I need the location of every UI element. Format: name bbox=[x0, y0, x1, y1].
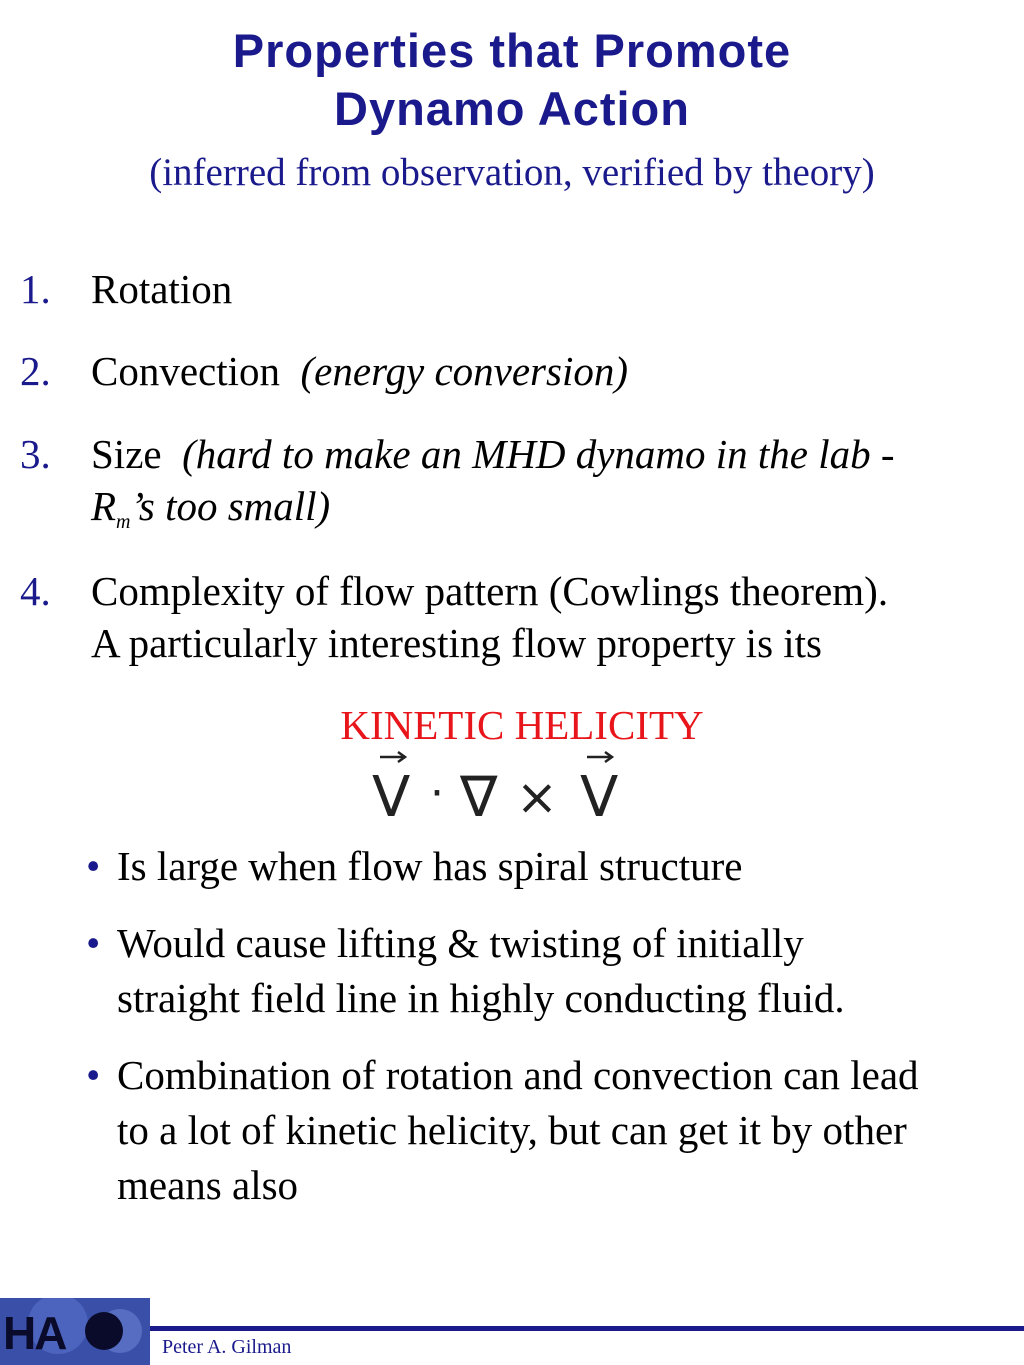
dot-operator: · bbox=[430, 768, 444, 819]
item-text: Size bbox=[91, 431, 162, 477]
item-text: Rotation bbox=[91, 266, 233, 312]
logo-sun-disc bbox=[85, 1312, 123, 1350]
bullet-line: Would cause lifting & twisting of initially bbox=[117, 920, 804, 966]
item-number: 2. bbox=[20, 348, 51, 394]
bullet-line: Combination of rotation and convection can lead bbox=[117, 1052, 919, 1098]
kinetic-helicity-heading: KINETIC HELICITY bbox=[340, 702, 704, 748]
item-note-rest: ’s too small) bbox=[130, 483, 331, 529]
item-body bbox=[91, 565, 1011, 669]
bullet-line: to a lot of kinetic helicity, but can get it by other bbox=[117, 1107, 907, 1153]
footer-author: Peter A. Gilman bbox=[162, 1336, 292, 1358]
bullet-marker: • bbox=[86, 1052, 101, 1098]
velocity-symbol: V bbox=[372, 765, 411, 828]
footer-rule bbox=[150, 1326, 1024, 1331]
bullet-marker: • bbox=[86, 920, 101, 966]
item-body-line-1 bbox=[91, 428, 1011, 480]
bullet-body bbox=[117, 916, 1012, 1026]
cross-operator: × bbox=[516, 768, 558, 826]
rm-subscript: m bbox=[116, 511, 131, 533]
item-number: 1. bbox=[20, 266, 51, 312]
nabla-symbol: ∇ bbox=[460, 765, 498, 828]
item-number: 4. bbox=[20, 568, 51, 614]
item-body-line-2 bbox=[91, 480, 1011, 548]
bullet-line: straight field line in highly conducting fluid. bbox=[117, 975, 845, 1021]
item-body-line-1: Complexity of flow pattern (Cowlings theorem). bbox=[91, 568, 889, 614]
slide-title-line-1: Properties that Promote bbox=[232, 24, 792, 77]
velocity-symbol: V bbox=[580, 765, 619, 828]
item-text: Convection bbox=[91, 348, 281, 394]
bullet-line: Is large when flow has spiral structure bbox=[117, 843, 743, 889]
slide-title-line-2: Dynamo Action bbox=[334, 82, 690, 135]
slide-title bbox=[0, 22, 1024, 138]
bullet-body bbox=[117, 839, 1012, 894]
hao-logo bbox=[0, 1298, 150, 1365]
item-note: (energy conversion) bbox=[300, 348, 629, 394]
slide-subtitle: (inferred from observation, verified by theory) bbox=[149, 151, 875, 194]
bullet-body bbox=[117, 1048, 1012, 1213]
helicity-formula bbox=[370, 748, 640, 828]
item-body bbox=[91, 345, 1011, 397]
item-number: 3. bbox=[20, 431, 51, 477]
bullet-marker: • bbox=[86, 843, 101, 889]
logo-lettering: HA bbox=[3, 1307, 66, 1359]
item-body-line-2: A particularly interesting flow property is its bbox=[91, 620, 823, 666]
bullet-line: means also bbox=[117, 1162, 299, 1208]
item-body bbox=[91, 428, 1011, 548]
rm-symbol: R bbox=[91, 483, 117, 529]
item-note: (hard to make an MHD dynamo in the lab - bbox=[182, 431, 895, 477]
